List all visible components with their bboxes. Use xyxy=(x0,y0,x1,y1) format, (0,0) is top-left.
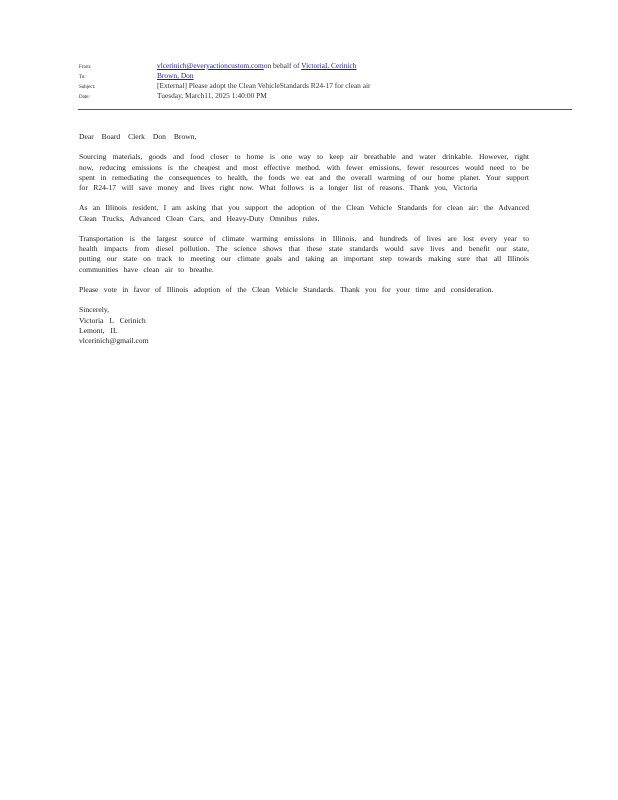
from-value xyxy=(157,61,357,71)
email-body xyxy=(79,132,529,346)
date-label: Date: xyxy=(79,95,90,100)
date-row xyxy=(79,91,571,101)
paragraph-1: Sourcing materials, goods and food closer to home is one way to keep air breathable and water drinkable. However, right now, reducing emissions is the cheapest and most effective method. with fewer emissions, fewer resources would need to be spent in remediating the consequences to health, the foods we eat and the overall warming of our home planet. Your support for R24-17 will save money and lives right now. What follows is a longer list of reasons. Thank you, Victoria xyxy=(79,152,529,192)
closing: Sincerely, xyxy=(79,305,110,315)
to-label: To: xyxy=(79,75,86,80)
from-row xyxy=(79,61,571,71)
sender-email-link[interactable]: vlcerinich@everyactioncustom.com xyxy=(157,61,264,70)
greeting: Dear Board Clerk Don Brown, xyxy=(79,132,197,141)
from-label: From: xyxy=(79,65,92,70)
paragraph-2: As an Illinois resident, I am asking that you support the adoption of the Clean Vehicle Standards for clean air: the Advanced Clean Trucks, Advanced Clean Cars, and Heavy-Duty Omnibus rules. xyxy=(79,203,529,223)
email-header xyxy=(79,61,571,101)
paragraph-3: Transportation is the largest source of climate warming emissions in Illinois, and hundreds of lives are lost every year to health impacts from diesel pollution. The science shows that these state standards would save lives and benefit our state, putting our state on track to meeting our climate goals and taking an important step towards making sure that all Illinois communities have clean air to breathe. xyxy=(79,233,529,274)
date-value: Tuesday, March11, 2025 1:40:00 PM xyxy=(157,91,267,100)
signature-name: Victoria L Cerinich xyxy=(79,315,146,325)
subject-row xyxy=(79,81,571,91)
signature-location: Lemont, IL xyxy=(79,325,118,335)
header-divider xyxy=(78,109,572,110)
signature-email: vlcerinich@gmail.com xyxy=(79,335,149,345)
recipient-link[interactable]: Brown, Don xyxy=(157,71,194,80)
to-row xyxy=(79,71,571,81)
on-behalf-text: on behalf of xyxy=(263,61,300,70)
paragraph-4: Please vote in favor of Illinois adoption of the Clean Vehicle Standards. Thank you for your time and consideration. xyxy=(79,284,494,294)
subject-value: [External] Please adopt the Clean VehicleStandards R24-17 for clean air xyxy=(157,81,371,90)
sender-name-link[interactable]: VictoriaL Cerinich xyxy=(301,61,357,70)
signature-block xyxy=(79,305,529,346)
subject-label: Subject: xyxy=(79,85,96,90)
